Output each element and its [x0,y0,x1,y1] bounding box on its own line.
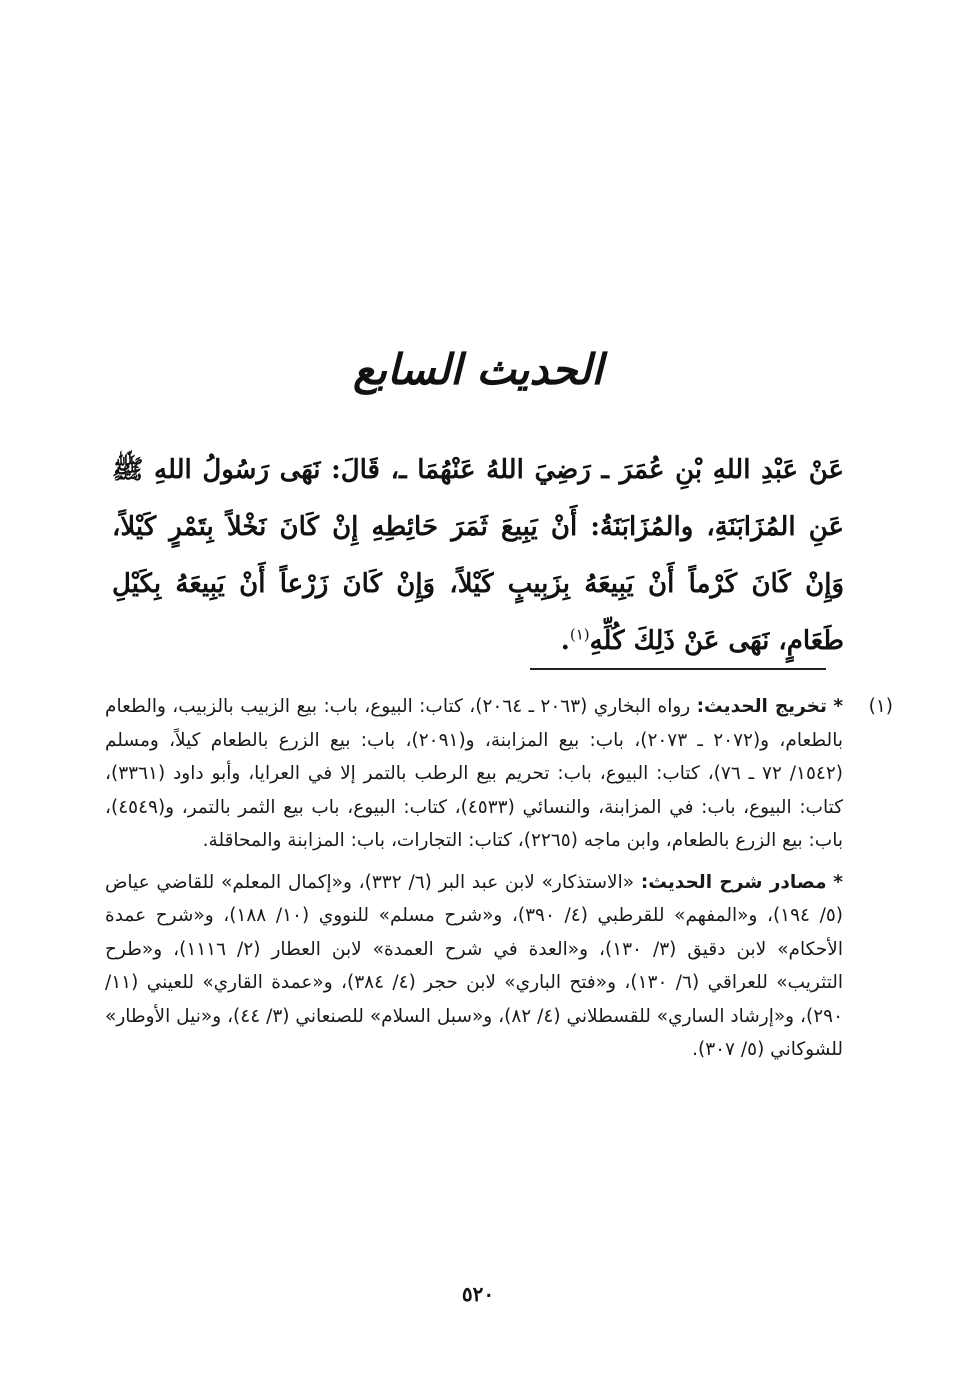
footnote-reference: (١) [569,625,590,644]
footnote-separator [530,668,826,670]
footnote-masadir [105,866,843,1067]
footnote-star: * [833,696,843,717]
masadir-text: «الاستذكار» لابن عبد البر (٦/ ٣٣٢)، و«إكمال المعلم» للقاضي عياض (٥/ ١٩٤)، و«المفهم» للقرطبي (٤/ ٣٩٠)، و«شرح مسلم» للنووي (١٠/ ١٨٨)، و«شرح عمدة الأحكام» لابن دقيق (٣/ ١٣٠)، و«العدة في شرح العمدة» لابن العطار (٢/ ١١١٦)، و«طرح التثريب» للعراقي (٦/ ١٣٠)، و«فتح الباري» لابن حجر (٤/ ٣٨٤)، و«عمدة القاري» للعيني (١١/ ٢٩٠)، و«إرشاد الساري» للقسطلاني (٤/ ٨٢)، و«سبل السلام» للصنعاني (٣/ ٤٤)، و«نيل الأوطار» للشوكاني (٥/ ٣٠٧). [105,871,844,1060]
takhrij-text: رواه البخاري (٢٠٦٣ ـ ٢٠٦٤)، كتاب: البيوع، باب: بيع الزبيب بالزبيب، والطعام بالطعام، و(٢٠٧٢ ـ ٢٠٧٣)، باب: بيع المزابنة، و(٢٠٩١)، باب: بيع الزرع بالطعام كيلاً، ومسلم (١٥٤٢/ ٧٢ ـ ٧٦)، كتاب: البيوع، باب: تحريم بيع الرطب بالتمر إلا في العرايا، وأبو داود (٣٣٦١)، كتاب: البيوع، باب: في المزابنة، والنسائي (٤٥٣٣)، كتاب: البيوع، باب بيع الثمر بالتمر، و(٤٥٤٩)، باب: بيع الزرع بالطعام، وابن ماجه (٢٢٦٥)، كتاب: التجارات، باب: المزابنة والمحاقلة. [105,696,844,851]
page-number: ٥٢٠ [461,1282,495,1306]
footnote-gap [105,858,843,866]
footnote-star: * [833,871,843,893]
masadir-label: مصادر شرح الحديث: [640,871,827,893]
hadith-end: . [560,626,570,656]
hadith-body: عَنْ عَبْدِ اللهِ بْنِ عُمَرَ ـ رَضِيَ اللهُ عَنْهُمَا ـ، قَالَ: نَهَى رَسُولُ اللهِ ﷺ عَنِ المُزَابَنَةِ، والمُزَابَنَةُ: أَنْ يَبِيعَ ثَمَرَ حَائِطِهِ إِنْ كَانَ نَخْلاً بِتَمْرٍ كَيْلاً، وَإِنْ كَانَ كَرْماً أَنْ يَبِيعَهُ بِزَبِيبٍ كَيْلاً، وَإِنْ كَانَ زَرْعاً أَنْ يَبِيعَهُ بِكَيْلِ طَعَامٍ، نَهَى عَنْ ذَلِكَ كُلِّهِ [112,455,844,656]
footnote-takhrij [105,690,893,858]
chapter-title: الحديث السابع [353,345,603,394]
footnote-marker: (١) [868,696,893,717]
hadith-text [112,442,844,670]
footnotes [105,690,893,1067]
takhrij-label: تخريج الحديث: [696,696,827,717]
